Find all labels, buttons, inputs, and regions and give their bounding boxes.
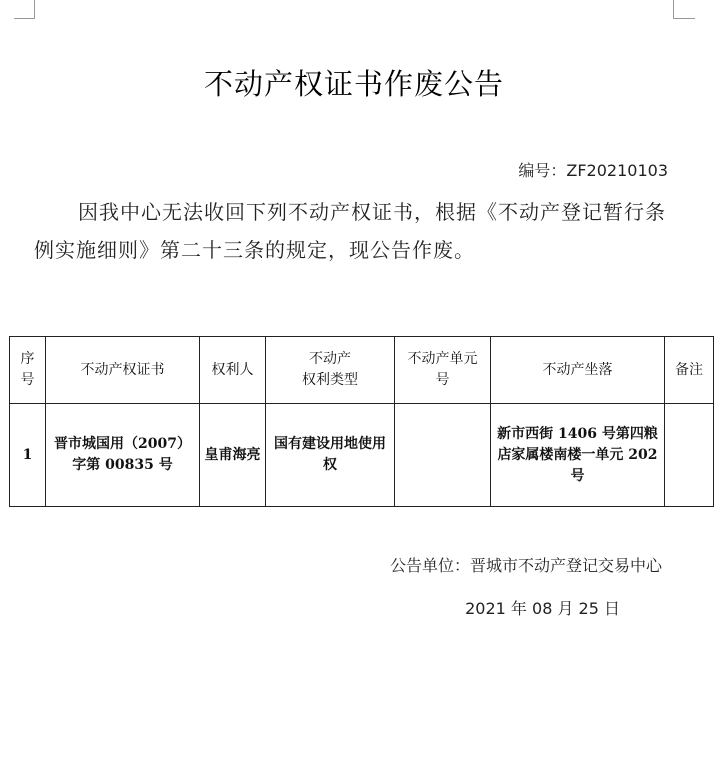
cell-right-type: 国有建设用地使用权	[266, 404, 395, 507]
margin-mark-top-left-horizontal	[14, 18, 35, 19]
header-seq: 序 号	[10, 337, 46, 404]
header-location: 不动产坐落	[491, 337, 665, 404]
margin-mark-top-right	[673, 0, 674, 18]
header-remark: 备注	[665, 337, 714, 404]
cell-owner: 皇甫海亮	[200, 404, 266, 507]
cell-remark	[665, 404, 714, 507]
cell-seq: 1	[10, 404, 46, 507]
notice-body: 因我中心无法收回下列不动产权证书，根据《不动产登记暂行条例实施细则》第二十三条的规定，现公告作废。	[34, 200, 666, 262]
document-number: 编号：ZF20210103	[518, 161, 668, 180]
document-title: 不动产权证书作废公告	[203, 67, 504, 101]
header-unit-number: 不动产单元 号	[395, 337, 491, 404]
margin-mark-top-left	[34, 0, 35, 18]
cell-location: 新市西街 1406 号第四粮店家属楼南楼一单元 202 号	[491, 404, 665, 507]
notice-date: 2021 年 08 月 25 日	[465, 599, 620, 618]
issuing-unit: 公告单位：晋城市不动产登记交易中心	[389, 556, 662, 575]
certificate-table	[9, 336, 714, 507]
cell-unit-number	[395, 404, 491, 507]
table-header-row	[10, 337, 714, 404]
header-owner: 权利人	[200, 337, 266, 404]
cell-certificate: 晋市城国用（2007）字第 00835 号	[46, 404, 200, 507]
header-certificate: 不动产权证书	[46, 337, 200, 404]
table-row	[10, 404, 714, 507]
margin-mark-top-right-horizontal	[673, 18, 695, 19]
header-right-type: 不动产 权利类型	[266, 337, 395, 404]
